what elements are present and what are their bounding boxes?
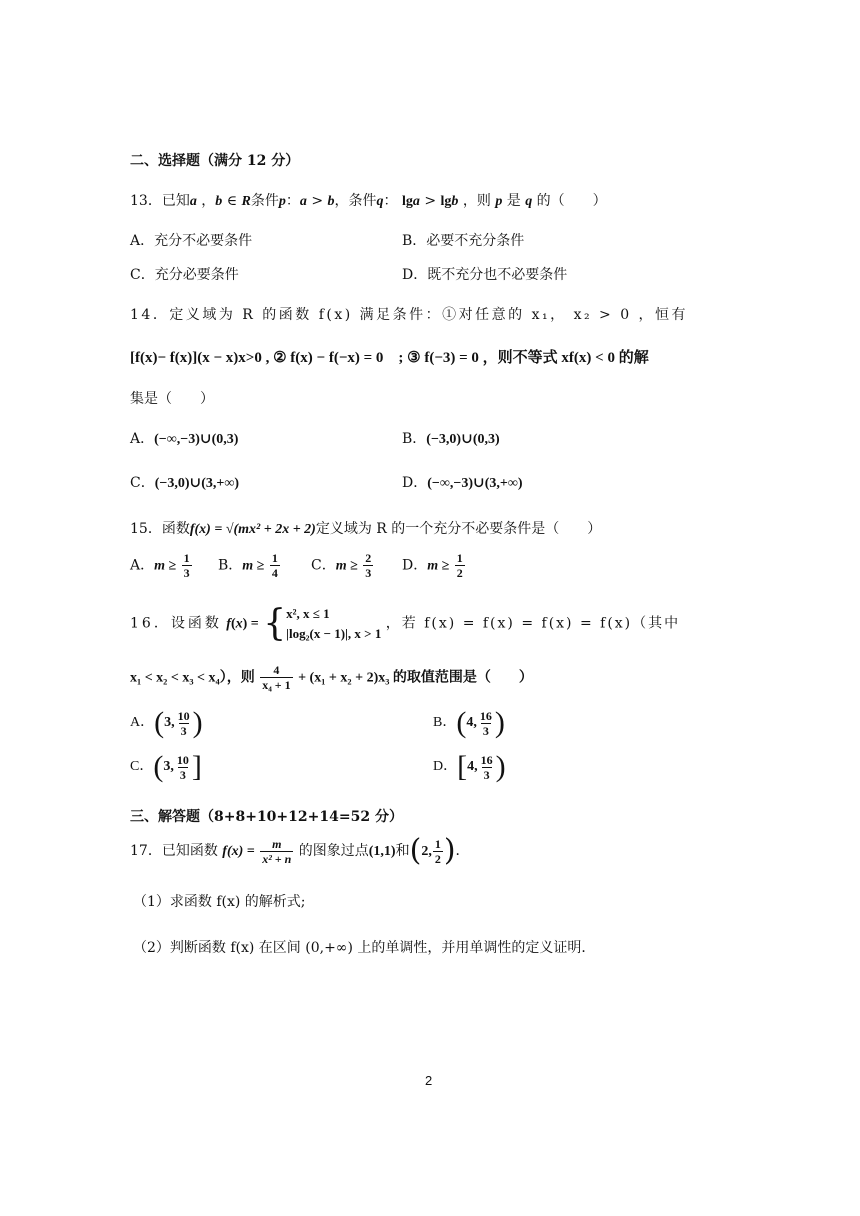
- q15-option-a[interactable]: A．m ≥ $\frac{1}{3}$: [130, 551, 190, 580]
- q15-option-d[interactable]: D．m ≥ $\frac{1}{2}$: [402, 551, 463, 580]
- q16-option-a[interactable]: A．(3, $\frac{10}{3}$ ): [130, 706, 203, 739]
- page-number: 2: [425, 1073, 433, 1088]
- q13-option-a[interactable]: A．充分不必要条件: [130, 233, 253, 249]
- section3-heading: 三、解答题（8+8+10+12+14=52 分）: [130, 809, 403, 825]
- question-16: 16．设函数 f(x) = { x², x ≤ 1 |log₂(x − 1)|, x > 1 ，若 f(x) = f(x) = f(x) = f(x)（其中: [130, 602, 681, 644]
- q14-option-d[interactable]: D．(−∞,−3)∪(3,+∞): [402, 475, 523, 491]
- section2-heading: 二、选择题（满分 12 分）: [130, 153, 300, 169]
- question-13: 13．已知a ，b ∈ R条件p：a > b，条件q： lga > lgb ，则 p 是 q 的（ ）: [130, 193, 607, 209]
- q14-line1: 14．定义域为 R 的函数 f(x) 满足条件：①对任意的 x₁， x₂ > 0 ，恒有: [130, 307, 689, 323]
- question-15: 15．函数f(x) = √(mx² + 2x + 2)定义域为 R 的一个充分不必要条件是（ ）: [130, 521, 602, 537]
- q16-option-c[interactable]: C．(3, $\frac{10}{3}$ ]: [130, 750, 202, 783]
- q16-line2: x₁ < x₂ < x₃ < x₄），则 $\frac{4}{\text{x₄ + 1}}$ + (x₁ + x₂ + 2)x₃ 的取值范围是（ ）: [130, 663, 533, 692]
- q14-line2: [f(x)− f(x)](x − x)x>0 , ② f(x) − f(−x) = 0 ; ③ f(−3) = 0 ，则不等式 xf(x) < 0 的解: [130, 350, 649, 366]
- q15-option-c[interactable]: C．m ≥ $\frac{2}{3}$: [311, 551, 372, 580]
- q16-option-b[interactable]: B．(4, $\frac{16}{3}$ ): [433, 706, 505, 739]
- q14-option-b[interactable]: B．(−3,0)∪(0,3): [402, 431, 500, 447]
- q16-option-d[interactable]: D．[4, $\frac{16}{3}$ ): [433, 750, 506, 783]
- q17-part1: （1）求函数 f(x) 的解析式;: [133, 894, 306, 910]
- q15-option-b[interactable]: B．m ≥ $\frac{1}{4}$: [218, 551, 278, 580]
- q13-stem-rest: 条件: [250, 193, 279, 209]
- q13-cond-p: ，条件: [334, 193, 377, 209]
- q14-option-c[interactable]: C．(−3,0)∪(3,+∞): [130, 475, 240, 491]
- q14-option-a[interactable]: A．(−∞,−3)∪(0,3): [130, 431, 239, 447]
- q16-case1: x², x ≤ 1: [286, 606, 330, 621]
- q13-option-b[interactable]: B．必要不充分条件: [402, 233, 525, 249]
- q13-option-c[interactable]: C．充分必要条件: [130, 267, 239, 283]
- question-17: 17．已知函数 f(x) = $\frac{m}{\text{x² + n}}$ 的图象过点(1,1)和(2, $\frac{1}{2}$ )．: [130, 833, 470, 868]
- q17-part2: （2）判断函数 f(x) 在区间 (0,+∞) 上的单调性，并用单调性的定义证明．: [133, 940, 596, 956]
- q14-line3: 集是（ ）: [130, 391, 214, 407]
- q13-option-d[interactable]: D．既不充分也不必要条件: [402, 267, 568, 283]
- q13-stem: 13．已知: [130, 193, 190, 209]
- q16-case2: |log₂(x − 1)|, x > 1: [286, 625, 382, 641]
